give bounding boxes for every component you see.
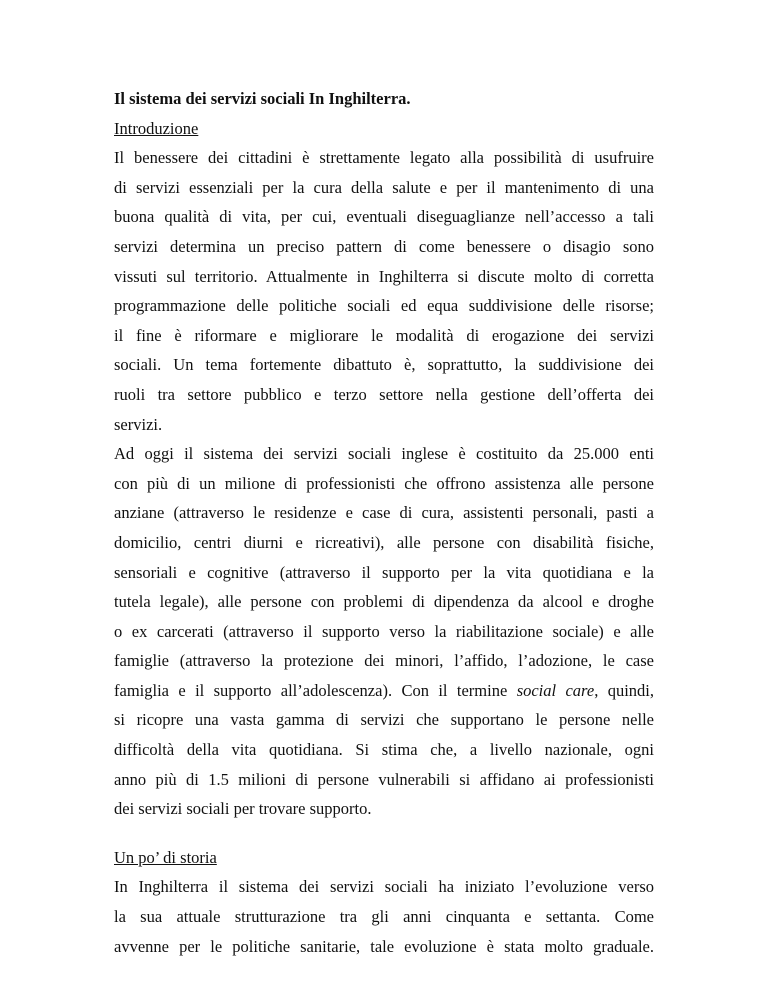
text-line: programmazione delle politiche sociali ed equa suddivisione delle risorse; — [114, 296, 654, 316]
text-line-with-italic — [114, 676, 654, 706]
section-heading-introduzione: Introduzione — [114, 118, 199, 138]
text-line-last: dei servizi sociali per trovare supporto. — [114, 799, 372, 819]
italic-term-social-care: social care — [516, 680, 595, 700]
text-line: Il benessere dei cittadini è strettamente legato alla possibilità di usufruire — [114, 148, 654, 168]
text-segment: , quindi, — [594, 680, 655, 700]
text-line: servizi determina un preciso pattern di come benessere o disagio sono — [114, 236, 654, 256]
text-line: famiglie (attraverso la protezione dei minori, l’affido, l’adozione, le case — [114, 651, 654, 671]
text-line: tutela legale), alle persone con problemi di dipendenza da alcool e droghe — [114, 592, 654, 612]
document-page — [114, 84, 654, 961]
text-line-last: servizi. — [114, 414, 163, 434]
text-line: Ad oggi il sistema dei servizi sociali inglese è costituito da 25.000 enti — [114, 444, 654, 464]
text-line: anziane (attraverso le residenze e case di cura, assistenti personali, pasti a — [114, 503, 654, 523]
text-line: sensoriali e cognitive (attraverso il supporto per la vita quotidiana e la — [114, 562, 654, 582]
text-line: anno più di 1.5 milioni di persone vulnerabili si affidano ai professionisti — [114, 769, 654, 789]
paragraph-introduzione-1 — [114, 143, 654, 439]
section-spacer — [114, 824, 654, 843]
paragraph-storia-1 — [114, 872, 654, 961]
text-segment: famiglia e il supporto all’adolescenza). Con il termine — [114, 680, 517, 700]
text-line: il fine è riformare e migliorare le modalità di erogazione dei servizi — [114, 325, 654, 345]
text-line: di servizi essenziali per la cura della salute e per il mantenimento di una — [114, 177, 654, 197]
paragraph-introduzione-2 — [114, 439, 654, 824]
text-line: la sua attuale strutturazione tra gli anni cinquanta e settanta. Come — [114, 907, 654, 927]
text-line: buona qualità di vita, per cui, eventuali diseguaglianze nell’accesso a tali — [114, 207, 654, 227]
text-line: ruoli tra settore pubblico e terzo settore nella gestione dell’offerta dei — [114, 384, 654, 404]
text-line: con più di un milione di professionisti che offrono assistenza alle persone — [114, 473, 654, 493]
text-line: vissuti sul territorio. Attualmente in Inghilterra si discute molto di corretta — [114, 266, 654, 286]
text-line: o ex carcerati (attraverso il supporto verso la riabilitazione sociale) e alle — [114, 621, 654, 641]
text-line: In Inghilterra il sistema dei servizi sociali ha iniziato l’evoluzione verso — [114, 877, 654, 897]
text-line: sociali. Un tema fortemente dibattuto è, soprattutto, la suddivisione dei — [114, 355, 654, 375]
document-title: Il sistema dei servizi sociali In Inghilterra. — [114, 89, 411, 108]
section-heading-storia: Un po’ di storia — [114, 847, 217, 867]
text-line: domicilio, centri diurni e ricreativi), alle persone con disabilità fisiche, — [114, 532, 654, 552]
text-line: difficoltà della vita quotidiana. Si stima che, a livello nazionale, ogni — [114, 740, 654, 760]
text-line: avvenne per le politiche sanitarie, tale evoluzione è stata molto graduale. — [114, 936, 654, 956]
text-line: si ricopre una vasta gamma di servizi che supportano le persone nelle — [114, 710, 654, 730]
